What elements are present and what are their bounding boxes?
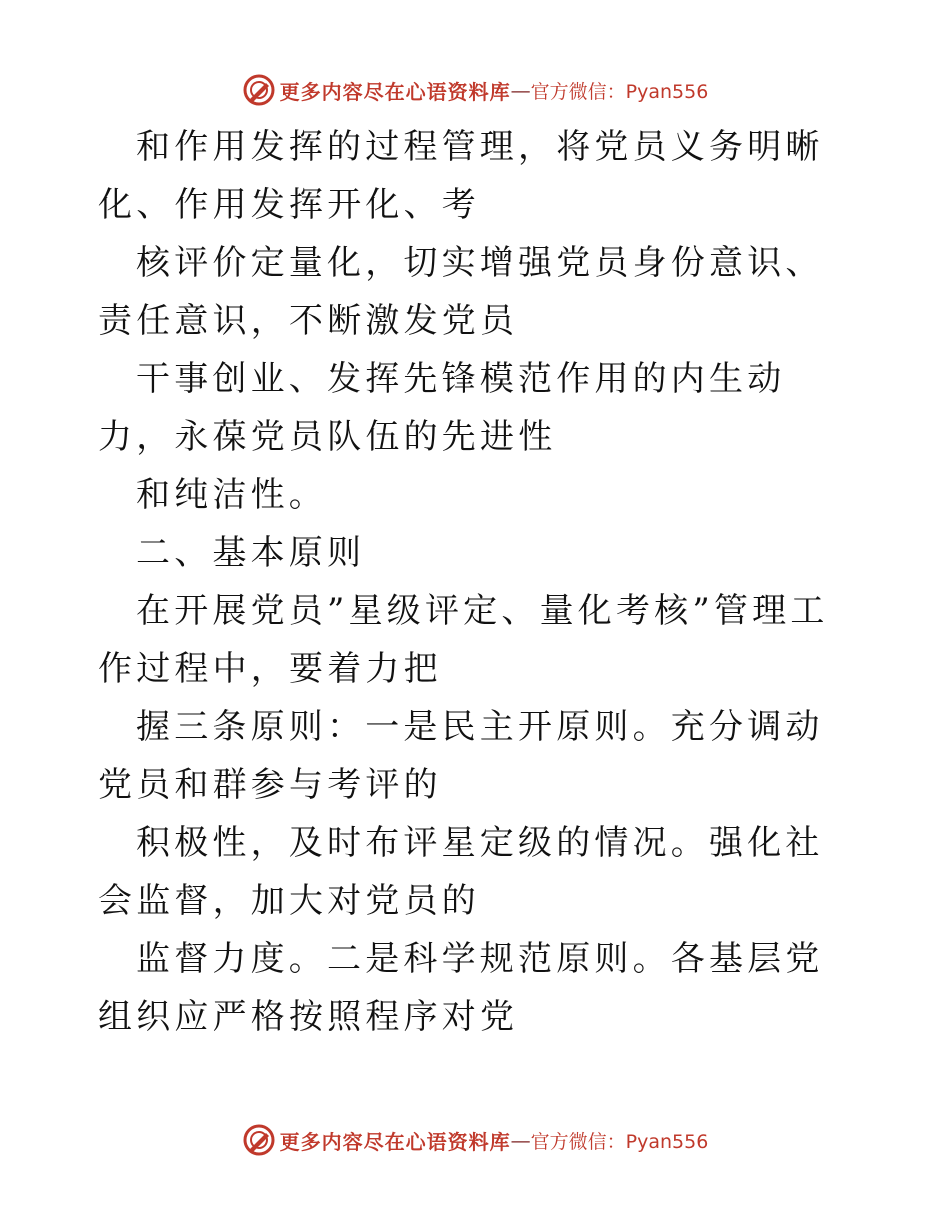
header-site-text: 更多内容尽在心语资料库 [279, 79, 511, 104]
header-separator: — [510, 78, 531, 102]
footer-site-text: 更多内容尽在心语资料库 [279, 1129, 511, 1154]
paragraph: 核评价定量化，切实增强党员身份意识、责任意识，不断激发党员 [98, 243, 824, 341]
paragraph: 积极性，及时布评星定级的情况。强化社会监督，加大对党员的 [98, 823, 824, 921]
paragraph: 干事创业、发挥先锋模范作用的内生动力，永葆党员队伍的先进性 [98, 359, 786, 457]
document-body [98, 118, 858, 1046]
header-wechat-text: 官方微信：Pyan556 [530, 80, 709, 103]
section-heading: 二、基本原则 [136, 533, 366, 573]
paragraph: 和作用发挥的过程管理，将党员义务明晰化、作用发挥开化、考 [98, 127, 824, 225]
paragraph: 在开展党员”星级评定、量化考核”管理工作过程中，要着力把 [98, 591, 829, 689]
paragraph: 监督力度。二是科学规范原则。各基层党组织应严格按照程序对党 [98, 939, 824, 1037]
footer-separator: — [510, 1128, 531, 1152]
pen-logo-icon [242, 1123, 276, 1157]
footer-wechat-text: 官方微信：Pyan556 [530, 1130, 709, 1153]
pen-logo-icon [242, 73, 276, 107]
paragraph: 握三条原则：一是民主开原则。充分调动党员和群参与考评的 [98, 707, 824, 805]
header-watermark [0, 70, 950, 110]
paragraph: 和纯洁性。 [136, 475, 327, 515]
footer-watermark [0, 1120, 950, 1160]
